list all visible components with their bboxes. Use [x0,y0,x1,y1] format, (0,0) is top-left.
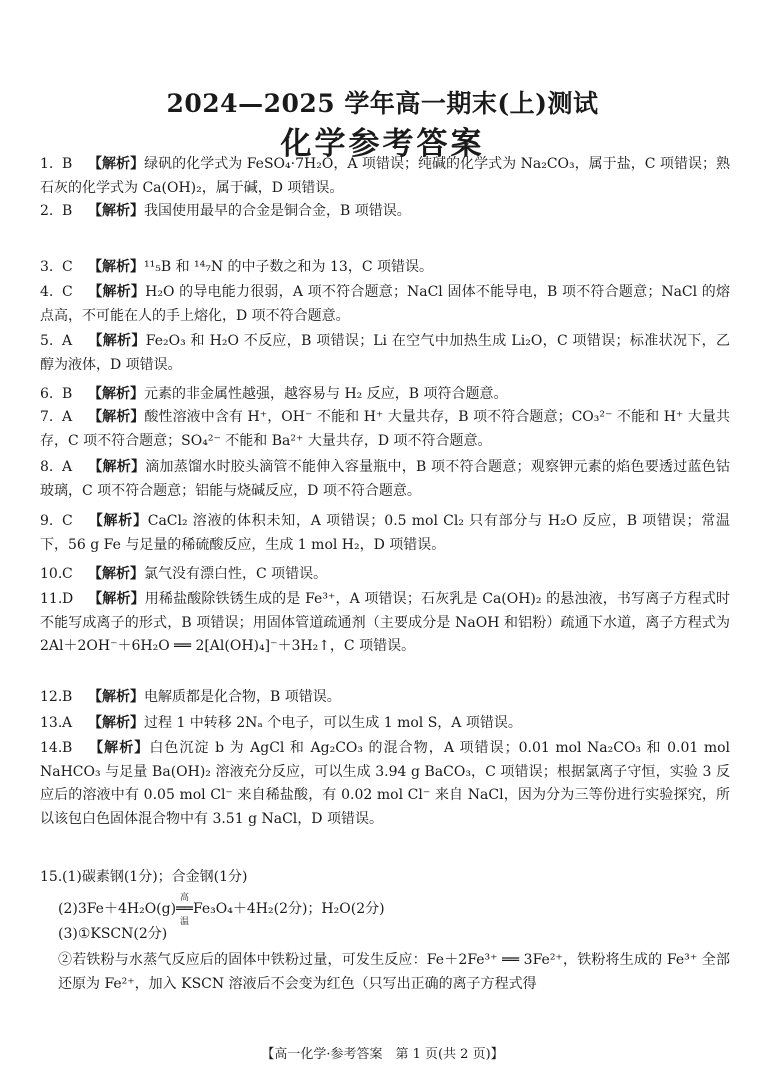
page-title: 化学参考答案 [280,126,485,162]
q15-part3: (3)①KSCN(2分) [58,926,168,942]
analysis-tag: 【解析】 [88,591,145,607]
analysis-text: 氯气没有漂白性，C 项错误。 [144,566,328,582]
answer-item [40,588,730,659]
item-number: 5. [40,333,54,349]
analysis-tag: 【解析】 [88,203,144,219]
analysis-tag: 【解析】 [88,513,148,529]
analysis-tag: 【解析】 [88,566,144,582]
answer-letter: C [62,259,73,275]
answer-item [40,200,730,224]
q15-part4: ②若铁粉与水蒸气反应后的固体中铁粉过量，可发生反应：Fe＋2Fe³⁺ ══ 3Fe²⁺，铁粉将生成的 Fe³⁺ 全部还原为 Fe²⁺，加入 KSCN 溶液后不会变为红色（只写出正确的离子方程式得 [58,952,730,992]
analysis-tag: 【解析】 [88,689,144,705]
analysis-text: H₂O 的导电能力很弱，A 项不符合题意；NaCl 固体不能导电，B 项不符合题意；NaCl 的熔点高，不可能在人的手上熔化，D 项不符合题意。 [40,284,730,324]
analysis-text: 元素的非金属性越强，越容易与 H₂ 反应，B 项符合题意。 [144,386,508,402]
reaction-arrow: 高温 ══ [176,898,193,922]
item-number: 10. [40,566,63,582]
analysis-text: 滴加蒸馏水时胶头滴管不能伸入容量瓶中，B 项不符合题意；观察钾元素的焰色要透过蓝色钴玻璃，C 项不符合题意；铝能与烧碱反应，D 项不符合题意。 [40,459,730,499]
page-footer: 【高一化学·参考答案 第 1 页(共 2 页)】 [261,1047,504,1062]
answer-item [40,686,730,710]
answer-letter: C [62,284,73,300]
q15-part1: (1)碳素钢(1分)；合金钢(1分) [62,869,248,885]
analysis-text: 酸性溶液中含有 H⁺，OH⁻ 不能和 H⁺ 大量共存，B 项不符合题意；CO₃²⁻ 不能和 H⁺ 大量共存，C 项不符合题意；SO₄²⁻ 不能和 Ba²⁺ 大量共存，D 项不符合题意。 [40,409,730,449]
answer-letter: D [62,591,74,607]
analysis-text: 绿矾的化学式为 FeSO₄·7H₂O，A 项错误；纯碱的化学式为 Na₂CO₃，属于盐，C 项错误；熟石灰的化学式为 Ca(OH)₂，属于碱，D 项错误。 [40,156,731,196]
item-number: 6. [40,386,54,402]
item-number: 12. [40,689,63,705]
answer-letter: B [62,156,73,172]
item-number: 8. [40,459,54,475]
item-number: 4. [40,284,54,300]
item-number: 7. [40,409,54,425]
answer-letter: C [62,513,73,529]
analysis-tag: 【解析】 [88,333,146,349]
answer-item-15 [40,866,730,890]
analysis-text: 我国使用最早的合金是铜合金，B 项错误。 [144,203,411,219]
analysis-tag: 【解析】 [88,156,145,172]
item-number: 1. [40,156,54,172]
answer-letter: A [62,333,73,349]
answer-letter: A [62,409,73,425]
answer-item [40,153,730,200]
analysis-text: 白色沉淀 b 为 AgCl 和 Ag₂CO₃ 的混合物，A 项错误；0.01 mol Na₂CO₃ 和 0.01 mol NaHCO₃ 与足量 Ba(OH)₂ 溶液充分反应，可以生成 3.94 g BaCO₃，C 项错误；根据氯离子守恒，实验 3 反应后的溶液中有 0.05 mol Cl⁻ 来自稀盐酸，有 0.02 mol Cl⁻ 来自 NaCl，因为分为三等份进行实验探究，所以该包白色固体混合物中有 3.51 g NaCl，D 项错误。 [40,740,730,827]
analysis-text: 用稀盐酸除铁锈生成的是 Fe³⁺，A 项错误；石灰乳是 Ca(OH)₂ 的悬浊液，书写离子方程式时不能写成离子的形式，B 项错误；用固体管道疏通剂（主要成分是 NaOH 和铝粉）疏通下水道，离子方程式为 2Al＋2OH⁻＋6H₂O ══ 2[Al(OH)₄]⁻＋3H₂↑，C 项错误。 [40,591,730,654]
answer-item [40,330,730,377]
answer-item [40,281,730,328]
item-number: 2. [40,203,54,219]
analysis-tag: 【解析】 [88,284,146,300]
analysis-text: CaCl₂ 溶液的体积未知，A 项错误；0.5 mol Cl₂ 只有部分与 H₂O 反应，B 项错误；常温下，56 g Fe 与足量的稀硫酸反应，生成 1 mol H₂，D 项错误。 [40,513,731,553]
answer-item [40,406,730,453]
answer-item [40,256,730,280]
analysis-tag: 【解析】 [88,386,144,402]
answer-letter: A [62,459,73,475]
analysis-tag: 【解析】 [88,459,146,475]
item-number: 13. [40,715,63,731]
answer-letter: B [62,386,73,402]
analysis-tag: 【解析】 [88,259,144,275]
analysis-text: 电解质都是化合物，B 项错误。 [144,689,341,705]
exam-title: 2024—2025 学年高一期末(上)测试 [166,89,599,118]
answer-letter: B [62,740,73,756]
equation-left: (2)3Fe＋4H₂O(g) [58,901,177,917]
answer-item [40,737,730,831]
analysis-tag: 【解析】 [88,409,145,425]
answer-item [40,563,730,587]
answer-letter: A [62,715,73,731]
answer-letter: B [62,203,73,219]
analysis-tag: 【解析】 [88,715,144,731]
analysis-tag: 【解析】 [88,740,150,756]
equation-right: Fe₃O₄＋4H₂(2分)；H₂O(2分) [192,901,385,917]
answer-item [40,383,730,407]
item-number: 3. [40,259,54,275]
answer-letter: B [62,689,73,705]
answer-item [40,712,730,736]
answer-item [40,456,730,503]
analysis-text: ¹¹₅B 和 ¹⁴₇N 的中子数之和为 13，C 项错误。 [144,259,433,275]
item-number: 11. [40,591,63,607]
reaction-condition: 高温 [180,893,190,927]
answer-letter: C [62,566,73,582]
answer-item [40,510,730,557]
item-number: 15. [40,869,63,885]
analysis-text: 过程 1 中转移 2Nₐ 个电子，可以生成 1 mol S，A 项错误。 [144,715,522,731]
item-number: 14. [40,740,63,756]
analysis-text: Fe₂O₃ 和 H₂O 不反应，B 项错误；Li 在空气中加热生成 Li₂O，C 项错误；标准状况下，乙醇为液体，D 项错误。 [40,333,730,373]
item-number: 9. [40,513,54,529]
q15-part2 [58,893,730,927]
